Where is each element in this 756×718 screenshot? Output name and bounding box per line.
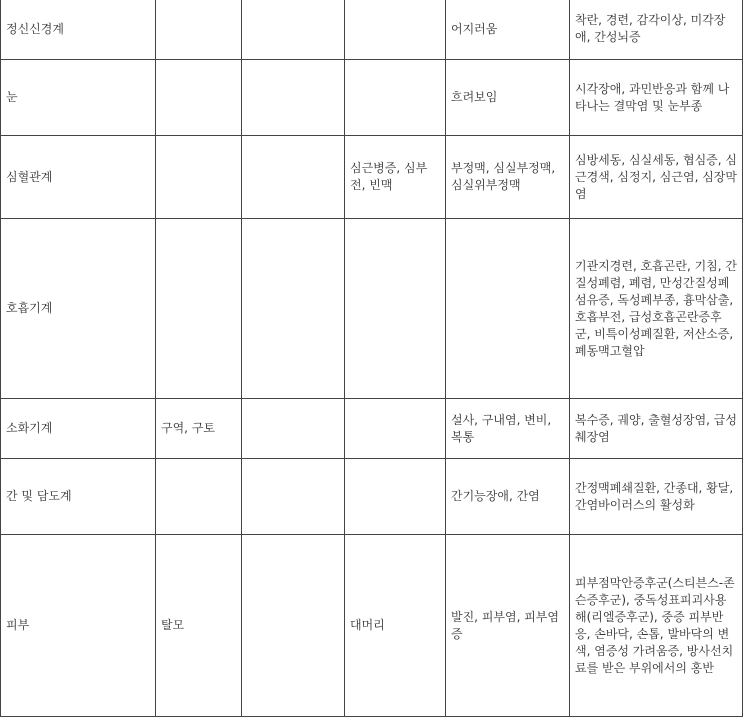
frequency-cell [242,535,345,717]
organ-system-cell: 심혈관계 [1,136,156,219]
frequency-cell: 어지러움 [446,0,570,60]
frequency-cell: 설사, 구내염, 변비, 복통 [446,399,570,459]
frequency-cell [345,219,446,399]
frequency-cell: 피부점막안증후군(스티븐스-존슨증후군), 중독성표피괴사용해(리엘증후군), 중증 피부반응, 손바닥, 손톱, 발바닥의 변색, 염증성 가려움증, 방사선치료를 받은 부위에서의 홍반 [570,535,743,717]
frequency-cell: 흐려보임 [446,60,570,136]
frequency-cell [156,459,242,535]
frequency-cell [345,0,446,60]
frequency-cell: 탈모 [156,535,242,717]
organ-system-cell: 정신신경계 [1,0,156,60]
table-row [1,0,743,60]
frequency-cell: 심근병증, 심부전, 빈맥 [345,136,446,219]
table-row [1,535,743,717]
frequency-cell [242,0,345,60]
frequency-cell [242,136,345,219]
frequency-cell: 시각장애, 과민반응과 함께 나타나는 결막염 및 눈부종 [570,60,743,136]
frequency-cell: 착란, 경련, 감각이상, 미각장애, 간성뇌증 [570,0,743,60]
frequency-cell [156,0,242,60]
frequency-cell [242,219,345,399]
frequency-cell [242,459,345,535]
frequency-cell [345,60,446,136]
table-row [1,136,743,219]
frequency-cell: 복수증, 궤양, 출혈성장염, 급성췌장염 [570,399,743,459]
table-row [1,219,743,399]
frequency-cell: 발진, 피부염, 피부염증 [446,535,570,717]
frequency-cell: 간정맥폐쇄질환, 간종대, 황달, 간염바이러스의 활성화 [570,459,743,535]
organ-system-cell: 소화기계 [1,399,156,459]
table-row [1,459,743,535]
table-row [1,399,743,459]
table-row [1,60,743,136]
frequency-cell [345,459,446,535]
frequency-cell [156,60,242,136]
frequency-cell: 간기능장애, 간염 [446,459,570,535]
organ-system-cell: 간 및 담도계 [1,459,156,535]
organ-system-cell: 눈 [1,60,156,136]
frequency-cell: 기관지경련, 호흡곤란, 기침, 간질성폐렴, 폐렴, 만성간질성폐섬유증, 독성폐부종, 흉막삼출, 호흡부전, 급성호흡곤란증후군, 비특이성폐질환, 저산소증, 폐동맥고혈압 [570,219,743,399]
frequency-cell: 대머리 [345,535,446,717]
frequency-cell [156,219,242,399]
organ-system-cell: 호흡기계 [1,219,156,399]
frequency-cell [345,399,446,459]
frequency-cell: 부정맥, 심실부정맥, 심실위부정맥 [446,136,570,219]
frequency-cell [242,60,345,136]
frequency-cell [156,136,242,219]
frequency-cell: 구역, 구토 [156,399,242,459]
frequency-cell: 심방세동, 심실세동, 협심증, 심근경색, 심정지, 심근염, 심장막염 [570,136,743,219]
frequency-cell [242,399,345,459]
frequency-cell [446,219,570,399]
organ-system-cell: 피부 [1,535,156,717]
